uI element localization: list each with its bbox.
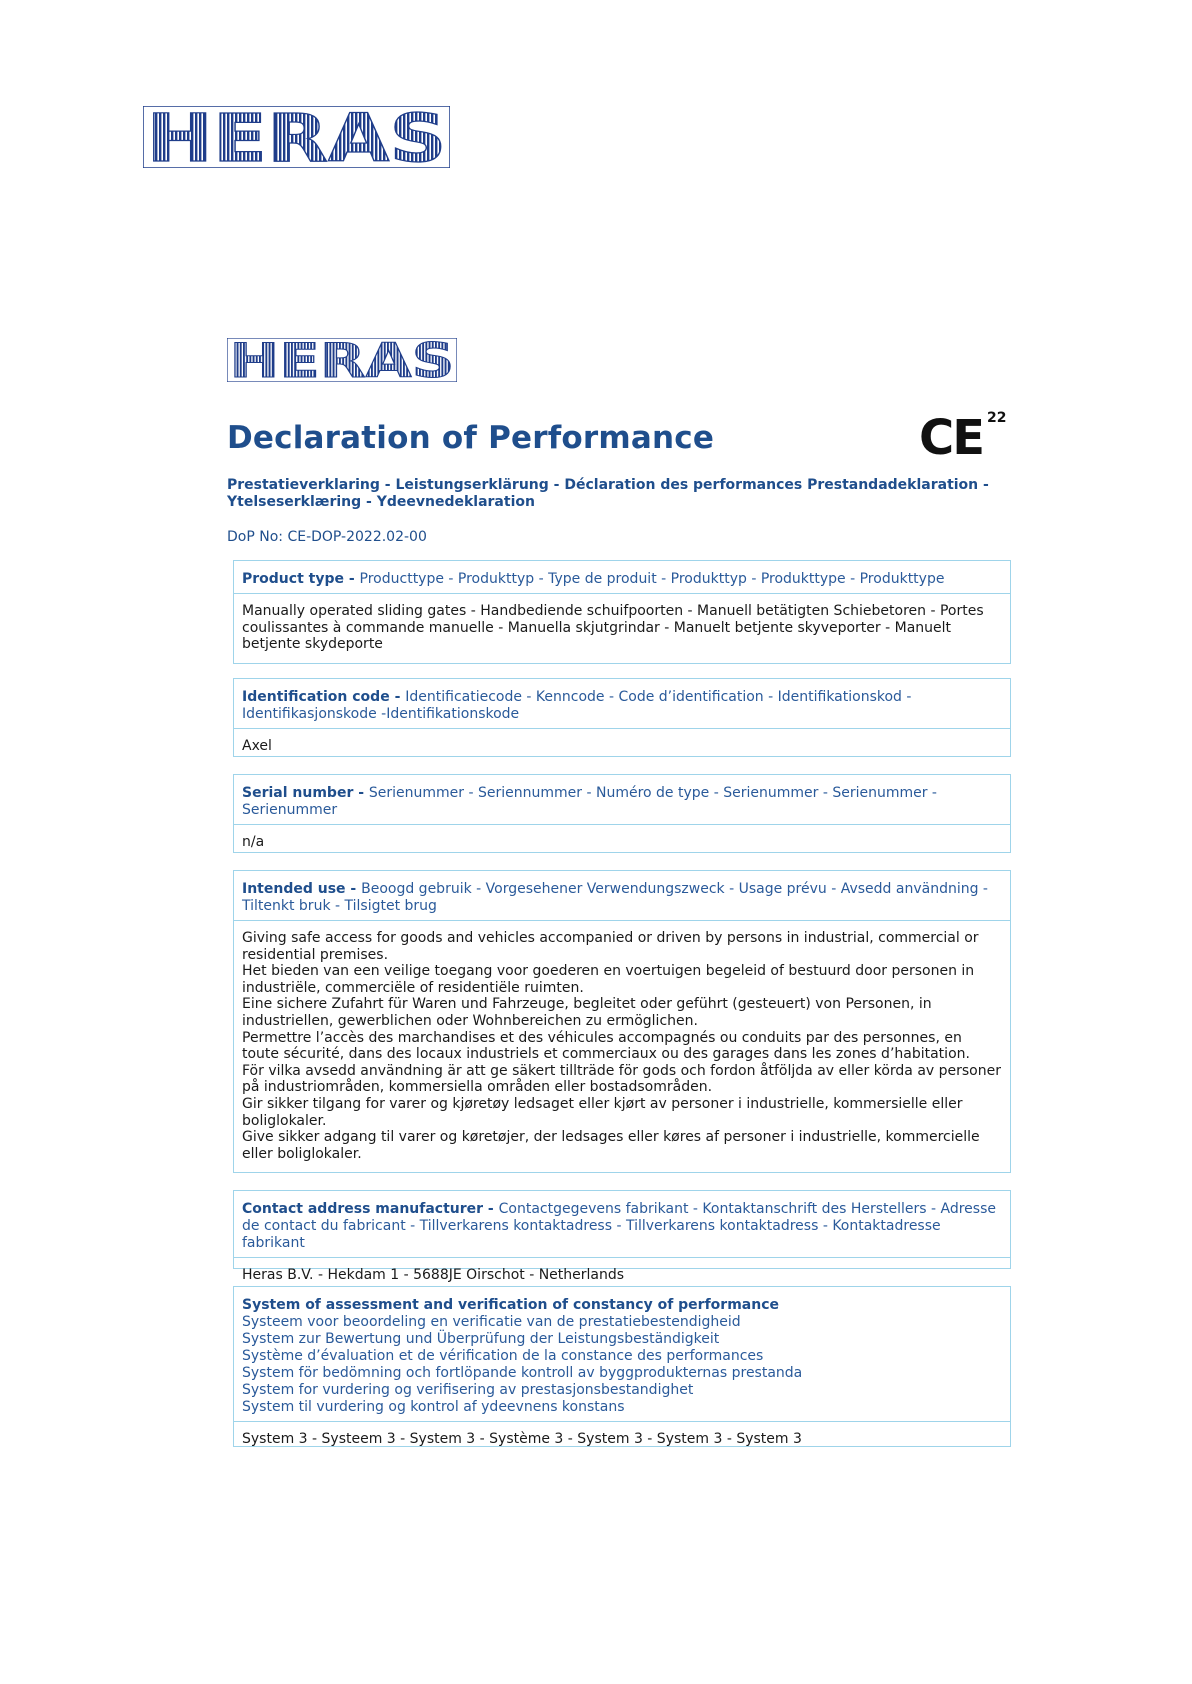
system-assessment-line-nl: Systeem voor beoordeling en verificatie van de prestatiebestendigheid — [242, 1314, 741, 1330]
contact-address-header — [234, 1191, 1010, 1258]
serial-number-label: Serial number - — [242, 785, 369, 801]
product-type-header — [234, 561, 1010, 594]
svg-text:HERAS: HERAS — [146, 106, 447, 168]
ce-mark-icon — [919, 408, 1009, 456]
intended-use-line-en: Giving safe access for goods and vehicles accompanied or driven by persons in industrial, commercial or residential premises. — [242, 930, 979, 963]
system-assessment-line-sv: System för bedömning och fortlöpande kontroll av byggprodukternas prestanda — [242, 1365, 803, 1381]
system-assessment-header — [234, 1287, 1010, 1422]
intended-use-header — [234, 871, 1010, 921]
intended-use-line-nl: Het bieden van een veilige toegang voor goederen en voertuigen begeleid of bestuurd door personen in industriële, commerciële of residentiële ruimten. — [242, 963, 975, 996]
dop-number: DoP No: CE-DOP-2022.02-00 — [227, 529, 427, 545]
intended-use-label: Intended use - — [242, 881, 362, 897]
system-assessment-line-fr: Système d’évaluation et de vérification de la constance des performances — [242, 1348, 764, 1364]
identification-code-label: Identification code - — [242, 689, 406, 705]
identification-code-translations: Identificatiecode - Kenncode - Code d’identification - Identifikationskod - Identifikasjonskode -Identifikationskode — [242, 689, 912, 722]
intended-use-section — [233, 870, 1011, 1173]
identification-code-section — [233, 678, 1011, 757]
intended-use-line-sv: För vilka avsedd användning är att ge säkert tillträde för gods och fordon åtföljda av eller körda av personer på industriområden, kommersiella områden eller bostadsområden. — [242, 1062, 1001, 1096]
intended-use-line-de: Eine sichere Zufahrt für Waren und Fahrzeuge, begleitet oder geführt (gesteuert) von Personen, in industriellen, gewerblichen oder Wohnbereichen zu ermöglichen. — [242, 996, 932, 1029]
heras-logo-document — [227, 338, 457, 382]
system-assessment-section — [233, 1286, 1011, 1447]
system-assessment-label: System of assessment and verification of constancy of performance — [242, 1297, 779, 1313]
identification-code-value: Axel — [242, 738, 272, 754]
contact-address-section — [233, 1190, 1011, 1283]
product-type-label: Product type - — [242, 571, 360, 587]
system-assessment-line-no: System for vurdering og verifisering av prestasjonsbestandighet — [242, 1382, 694, 1398]
identification-code-header — [234, 679, 1010, 729]
svg-text:HERAS: HERAS — [229, 338, 455, 382]
serial-number-section — [233, 774, 1011, 853]
contact-address-translations: Contactgegevens fabrikant - Kontaktanschrift des Herstellers - Adresse de contact du fabricant - Tillverkarens kontaktadress - Tillverkarens kontaktadress - Kontaktadresse fabrikant — [242, 1201, 996, 1251]
intended-use-line-da: Give sikker adgang til varer og køretøjer, der ledsages eller køres af personer i industrielle, kommercielle eller boliglokaler. — [242, 1129, 980, 1162]
document-title: Declaration of Performance — [227, 420, 715, 456]
product-type-value: Manually operated sliding gates - Handbediende schuifpoorten - Manuell betätigten Schiebetoren - Portes coulissantes à commande manuelle - Manuella skjutgrindar - Manuelt betjente skyveporter - Manuelt betjente skydeporte — [242, 603, 984, 653]
serial-number-translations: Serienummer - Seriennummer - Numéro de type - Serienummer - Serienummer - Serienummer — [242, 785, 937, 818]
contact-address-value: Heras B.V. - Hekdam 1 - 5688JE Oirschot - Netherlands — [242, 1267, 625, 1283]
product-type-section — [233, 560, 1011, 664]
system-assessment-line-de: System zur Bewertung und Überprüfung der Leistungsbeständigkeit — [242, 1331, 720, 1347]
document-subtitle: Prestatieverklaring - Leistungserklärung - Déclaration des performances Prestandadeklaration - Ytelseserklæring - Ydeevnedeklaration — [227, 477, 989, 510]
heras-logo-top — [143, 106, 450, 168]
intended-use-translations: Beoogd gebruik - Vorgesehener Verwendungszweck - Usage prévu - Avsedd användning - Tiltenkt bruk - Tilsigtet brug — [242, 881, 988, 914]
serial-number-header — [234, 775, 1010, 825]
intended-use-body — [234, 921, 1010, 1167]
intended-use-line-fr: Permettre l’accès des marchandises et des véhicules accompagnés ou conduits par des personnes, en toute sécurité, dans des locaux industriels et commerciaux ou des garages dans les zones d’habitation. — [242, 1029, 970, 1063]
svg-text:22: 22 — [987, 410, 1007, 426]
intended-use-line-no: Gir sikker tilgang for varer og kjøretøy ledsaget eller kjørt av personer i industrielle, kommersielle eller boliglokaler. — [242, 1095, 963, 1129]
svg-text:CE: CE — [919, 410, 984, 456]
contact-address-label: Contact address manufacturer - — [242, 1201, 499, 1217]
product-type-translations: Producttype - Produkttyp - Type de produit - Produkttyp - Produkttype - Produkttype — [359, 571, 945, 587]
system-assessment-value: System 3 - Systeem 3 - System 3 - Système 3 - System 3 - System 3 - System 3 — [242, 1431, 802, 1447]
serial-number-value: n/a — [242, 834, 265, 850]
system-assessment-line-da: System til vurdering og kontrol af ydeevnens konstans — [242, 1399, 625, 1415]
